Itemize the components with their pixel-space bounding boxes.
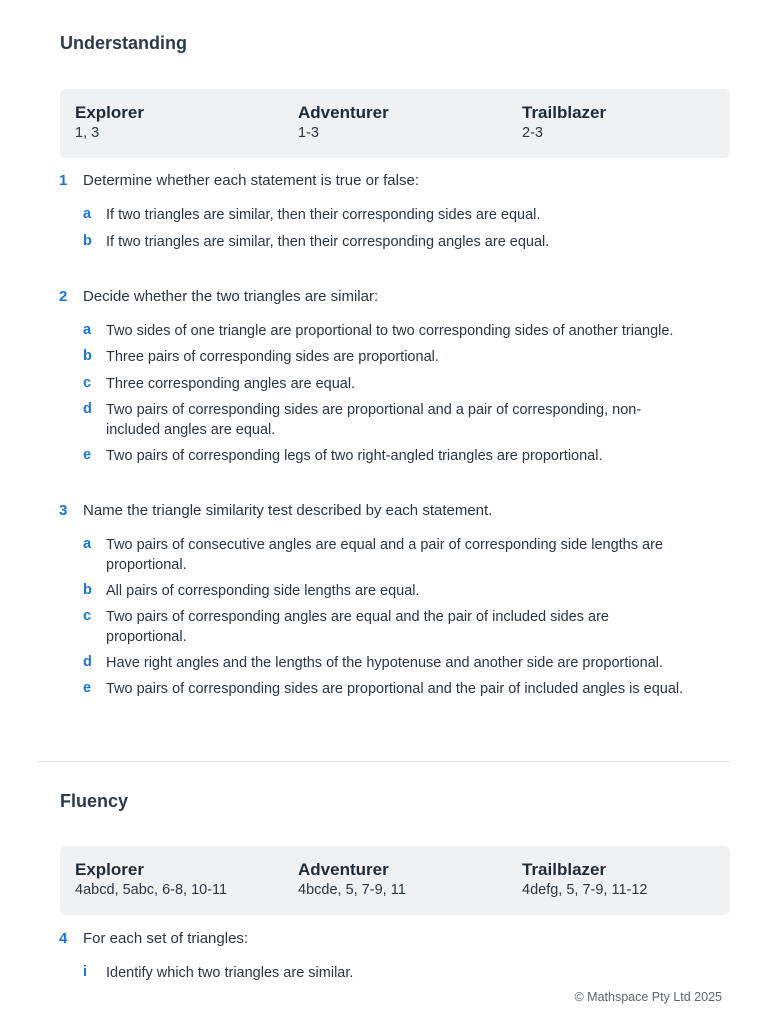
part-text: Two sides of one triangle are proportional to two corresponding sides of another triangle. [106, 323, 674, 339]
pathway-explorer [75, 103, 144, 143]
part-text: Two pairs of corresponding legs of two right-angled triangles are proportional. [106, 448, 603, 464]
copyright-footer: © Mathspace Pty Ltd 2025 [574, 990, 722, 1004]
pathway-adventurer [298, 103, 389, 143]
pathway-box-understanding [60, 89, 730, 158]
part-text: Two pairs of corresponding angles are equal and the pair of included sides are proportional. [106, 609, 609, 645]
question-number: 2 [59, 288, 68, 305]
question-text: For each set of triangles: [83, 930, 249, 947]
part-label: e [83, 447, 92, 463]
question-number: 3 [59, 502, 68, 519]
pathway-box-fluency [60, 846, 730, 915]
part-label: b [83, 348, 92, 364]
part-label: c [83, 608, 92, 624]
pathway-name: Trailblazer [522, 860, 607, 879]
pathway-name: Explorer [75, 860, 144, 879]
part-label: i [83, 964, 88, 980]
part-text: All pairs of corresponding side lengths are equal. [106, 583, 420, 599]
question-text: Determine whether each statement is true or false: [83, 172, 419, 189]
pathway-name: Adventurer [298, 860, 389, 879]
pathway-explorer [75, 860, 227, 900]
part-text: Identify which two triangles are similar. [106, 965, 354, 981]
pathway-value: 4abcd, 5abc, 6-8, 10-11 [75, 882, 228, 898]
pathway-value: 4defg, 5, 7-9, 11-12 [522, 882, 648, 898]
question-number: 1 [59, 172, 68, 189]
pathway-adventurer [298, 860, 406, 900]
part-text: Three pairs of corresponding sides are proportional. [106, 349, 439, 365]
pathway-trailblazer [522, 860, 648, 900]
part-text: Two pairs of corresponding sides are proportional and the pair of included angles is equal. [106, 681, 684, 697]
question-text: Name the triangle similarity test described by each statement. [83, 502, 493, 519]
part-label: a [83, 536, 92, 552]
pathway-trailblazer [522, 103, 606, 143]
part-label: a [83, 322, 92, 338]
part-label: b [83, 582, 92, 598]
section-title-fluency: Fluency [60, 791, 129, 811]
pathway-name: Adventurer [298, 103, 389, 122]
part-label: d [83, 401, 92, 417]
part-text: Two pairs of corresponding sides are proportional and a pair of corresponding, non-included angles are equal. [106, 402, 642, 438]
part-label: a [83, 206, 92, 222]
section-divider [37, 761, 730, 762]
question-text: Decide whether the two triangles are similar: [83, 288, 379, 305]
pathway-name: Explorer [75, 103, 144, 122]
section-title-understanding: Understanding [60, 33, 188, 53]
part-label: c [83, 375, 92, 391]
pathway-value: 2-3 [522, 125, 543, 141]
part-label: d [83, 654, 92, 670]
pathway-value: 4bcde, 5, 7-9, 11 [298, 882, 406, 898]
part-label: e [83, 680, 92, 696]
part-text: If two triangles are similar, then their corresponding sides are equal. [106, 207, 541, 223]
question-number: 4 [59, 930, 68, 947]
part-text: Three corresponding angles are equal. [106, 376, 356, 392]
part-text: If two triangles are similar, then their corresponding angles are equal. [106, 234, 550, 250]
part-label: b [83, 233, 92, 249]
pathway-name: Trailblazer [522, 103, 607, 122]
pathway-value: 1, 3 [75, 125, 100, 141]
part-text: Have right angles and the lengths of the hypotenuse and another side are proportional. [106, 655, 664, 671]
pathway-value: 1-3 [298, 125, 319, 141]
part-text: Two pairs of consecutive angles are equal and a pair of corresponding side lengths are proportional. [106, 537, 663, 573]
